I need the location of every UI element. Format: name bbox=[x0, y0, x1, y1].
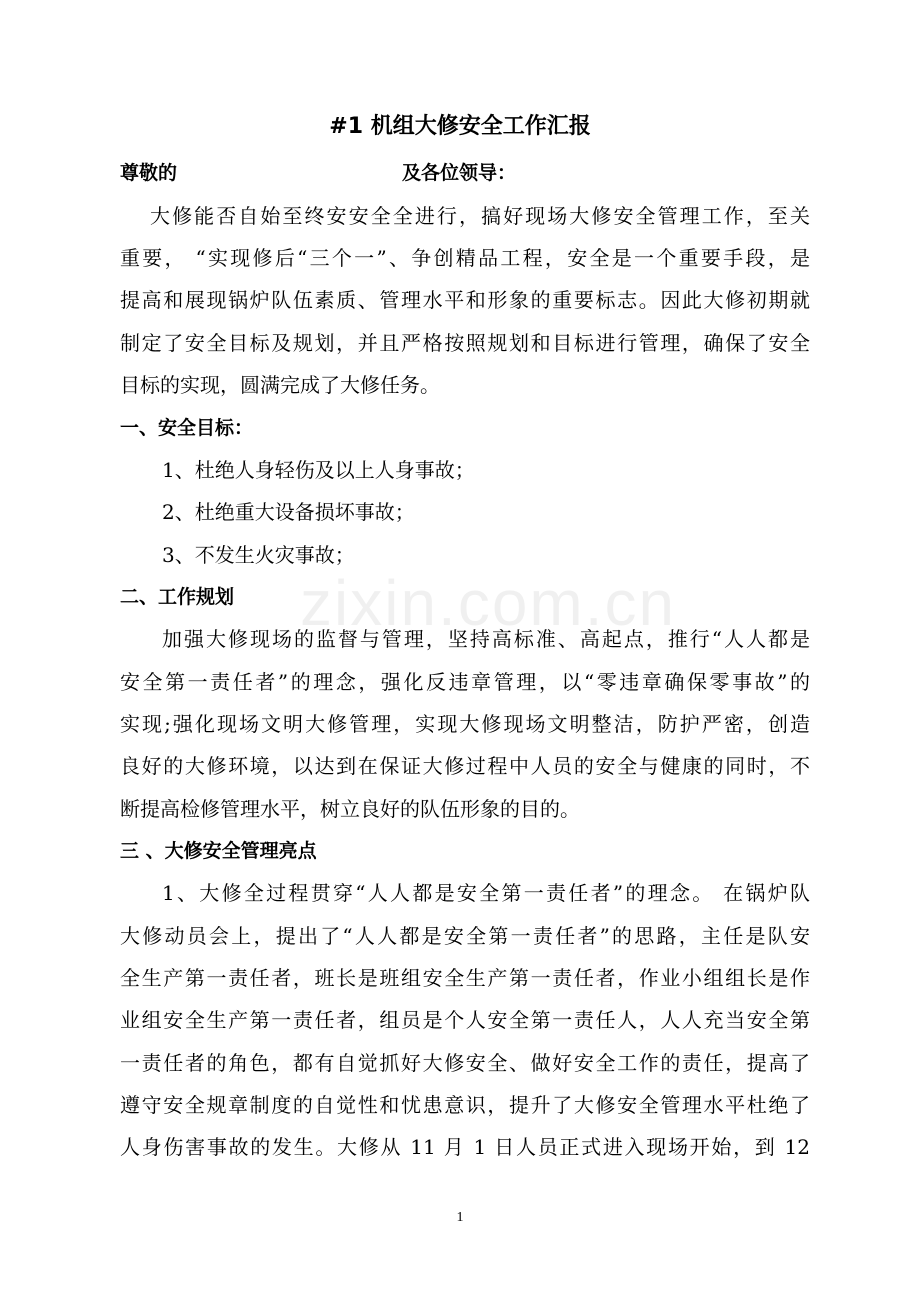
greeting-line bbox=[120, 158, 810, 188]
greeting-part2: 及各位领导： bbox=[402, 162, 517, 184]
section3-heading: 三 、大修安全管理亮点 bbox=[120, 840, 317, 862]
intro-line-2: 重要， “实现修后“三个一”、争创精品工程，安全是一个重要手段，是 bbox=[120, 246, 810, 270]
section2-line-1: 加强大修现场的监督与管理，坚持高标准、高起点，推行“人人都是 bbox=[162, 627, 810, 651]
section2-line-5: 断提高检修管理水平，树立良好的队伍形象的目的。 bbox=[120, 797, 580, 821]
section3-line-5: 一责任者的角色，都有自觉抓好大修安全、做好安全工作的责任，提高了 bbox=[120, 1051, 810, 1075]
section3-line-3: 全生产第一责任者，班长是班组安全生产第一责任者，作业小组组长是作 bbox=[120, 966, 810, 990]
intro-line-1: 大修能否自始至终安安全全进行，搞好现场大修安全管理工作，至关 bbox=[150, 204, 810, 228]
section3-line-1: 1、大修全过程贯穿“人人都是安全第一责任者”的理念。 在锅炉队 bbox=[162, 881, 810, 905]
section3-line-2: 大修动员会上，提出了“人人都是安全第一责任者”的思路，主任是队安 bbox=[120, 924, 810, 948]
section2-heading: 二、工作规划 bbox=[120, 586, 235, 608]
intro-line-5: 目标的实现，圆满完成了大修任务。 bbox=[120, 373, 440, 397]
section2-line-3: 实现;强化现场文明大修管理，实现大修现场文明整洁，防护严密，创造 bbox=[120, 712, 810, 736]
document-title: #1 机组大修安全工作汇报 bbox=[329, 114, 591, 139]
section2-line-4: 良好的大修环境，以达到在保证大修过程中人员的安全与健康的同时，不 bbox=[120, 754, 810, 778]
intro-line-4: 制定了安全目标及规划，并且严格按照规划和目标进行管理，确保了安全 bbox=[120, 331, 810, 355]
page-number: 1 bbox=[456, 1210, 464, 1225]
section3-line-4: 业组安全生产第一责任者，组员是个人安全第一责任人，人人充当安全第 bbox=[120, 1008, 810, 1032]
section2-line-2: 安全第一责任者”的理念，强化反违章管理，以“零违章确保零事故”的 bbox=[120, 670, 810, 694]
section3-line-6: 遵守安全规章制度的自觉性和忧患意识，提升了大修安全管理水平杜绝了 bbox=[120, 1093, 810, 1117]
section1-item-2: 2、杜绝重大设备损坏事故； bbox=[162, 500, 415, 524]
section1-item-3: 3、不发生火灾事故； bbox=[162, 543, 355, 567]
watermark: zixin.com.cn bbox=[300, 567, 677, 639]
intro-line-3: 提高和展现锅炉队伍素质、管理水平和形象的重要标志。因此大修初期就 bbox=[120, 288, 810, 312]
greeting-part1: 尊敬的 bbox=[120, 162, 178, 184]
section3-line-7: 人身伤害事故的发生。大修从 11 月 1 日人员正式进入现场开始，到 12 bbox=[120, 1135, 810, 1159]
section1-heading: 一、安全目标： bbox=[120, 417, 254, 439]
section1-item-1: 1、杜绝人身轻伤及以上人身事故； bbox=[162, 458, 475, 482]
